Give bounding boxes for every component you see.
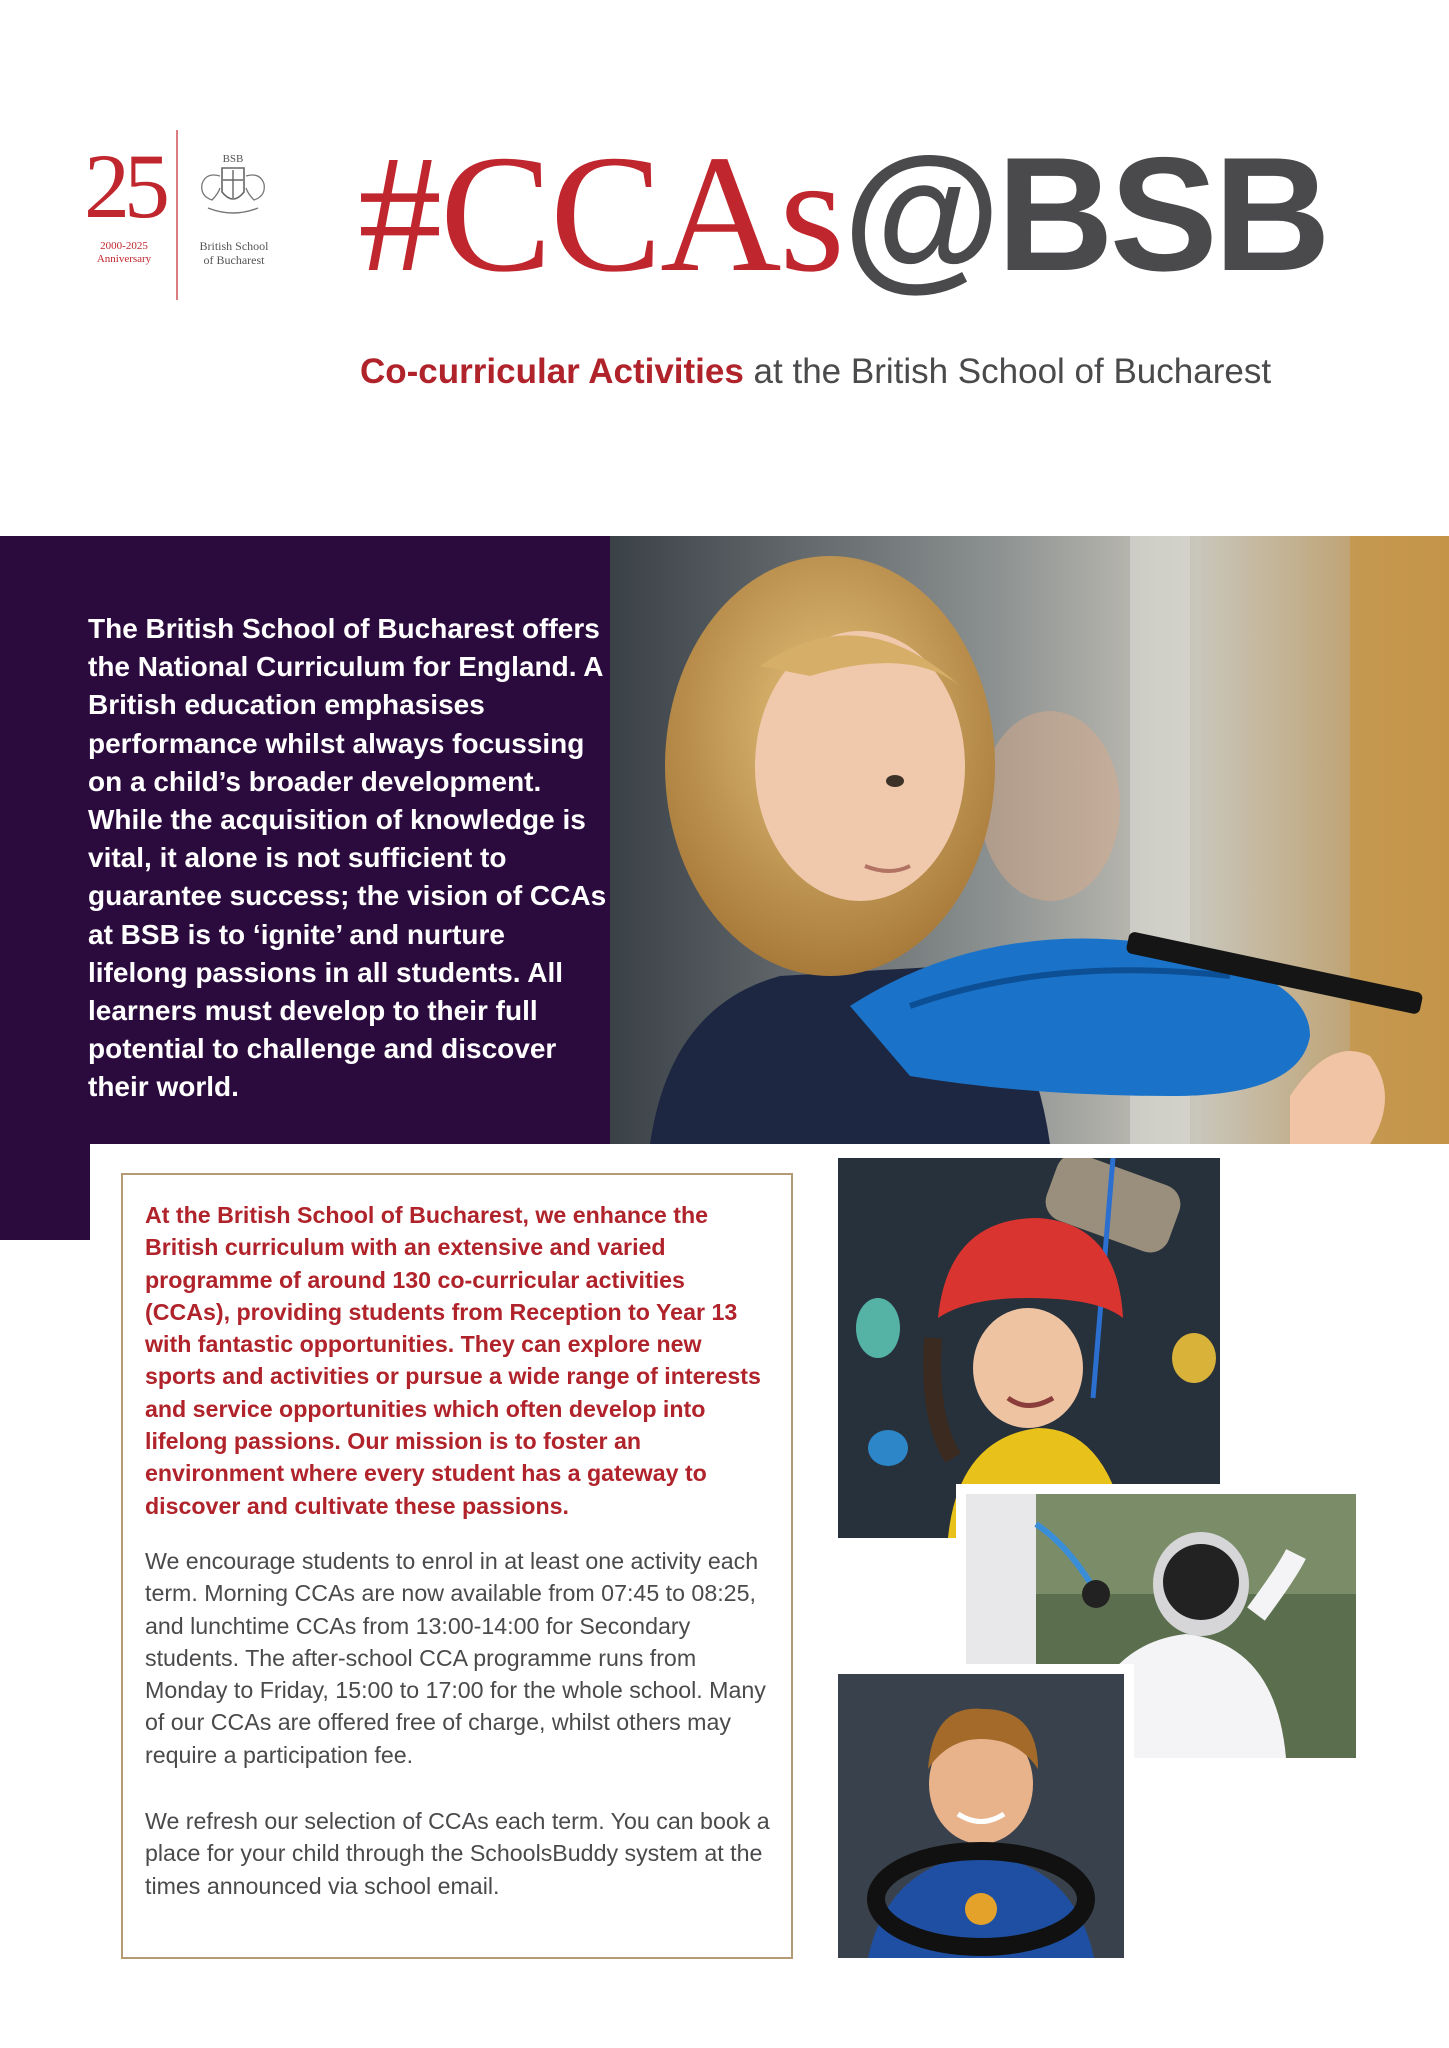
subtitle-highlight: Co-curricular Activities bbox=[360, 352, 744, 391]
driving-student-photo bbox=[838, 1664, 1134, 1958]
info-booking-paragraph: We refresh our selection of CCAs each term. You can book a place for your child through the SchoolsBuddy system at the times announced via school email. bbox=[145, 1808, 770, 1899]
info-lead-paragraph: At the British School of Bucharest, we enhance the British curriculum with an extensive and varied programme of around 130 co-curricular activities (CCAs), providing students from Reception to Year 13 with fantastic opportunities. They can explore new sports and activities or pursue a wide range of interests and service opportunities which often develop into lifelong passions. Our mission is to foster an environment where every student has a gateway to discover and cultivate these passions. bbox=[145, 1202, 761, 1519]
logo-number: 25 bbox=[84, 135, 164, 237]
subtitle-rest: at the British School of Bucharest bbox=[743, 352, 1272, 391]
title-hashtag: #CCAs bbox=[358, 121, 843, 307]
violin-student-photo bbox=[610, 536, 1449, 1144]
crest-monogram: BSB bbox=[222, 153, 244, 165]
logo-school-name: British School of Bucharest bbox=[199, 239, 269, 267]
climbing-student-photo bbox=[838, 1158, 1220, 1538]
page-subtitle bbox=[360, 352, 1271, 392]
anniversary-logo bbox=[84, 130, 284, 300]
logo-anniversary: 2000-2025 Anniversary bbox=[96, 240, 152, 266]
intro-text: The British School of Bucharest offers the National Curriculum for England. A British education emphasises performance whilst always focussing on a child’s broader development. While the acquisition of knowledge is vital, it alone is not sufficient to guarantee success; the vision of CCAs at BSB is to ‘ignite’ and nurture lifelong passions in all students. All learners must develop to their full potential to challenge and discover their world. bbox=[88, 613, 607, 1103]
logo-divider bbox=[176, 130, 178, 300]
school-crest-icon bbox=[192, 150, 274, 230]
page-title bbox=[358, 121, 1327, 307]
info-schedule-paragraph: We encourage students to enrol in at least one activity each term. Morning CCAs are now available from 07:45 to 08:25, and lunchtime CCAs from 13:00-14:00 for Secondary students. The after-school CCA programme runs from Monday to Friday, 15:00 to 17:00 for the whole school. Many of our CCAs are offered free of charge, whilst others may require a participation fee. bbox=[145, 1548, 766, 1768]
title-handle: @BSB bbox=[842, 124, 1327, 305]
intro-panel-tab bbox=[0, 1144, 90, 1240]
info-box bbox=[121, 1173, 793, 1959]
